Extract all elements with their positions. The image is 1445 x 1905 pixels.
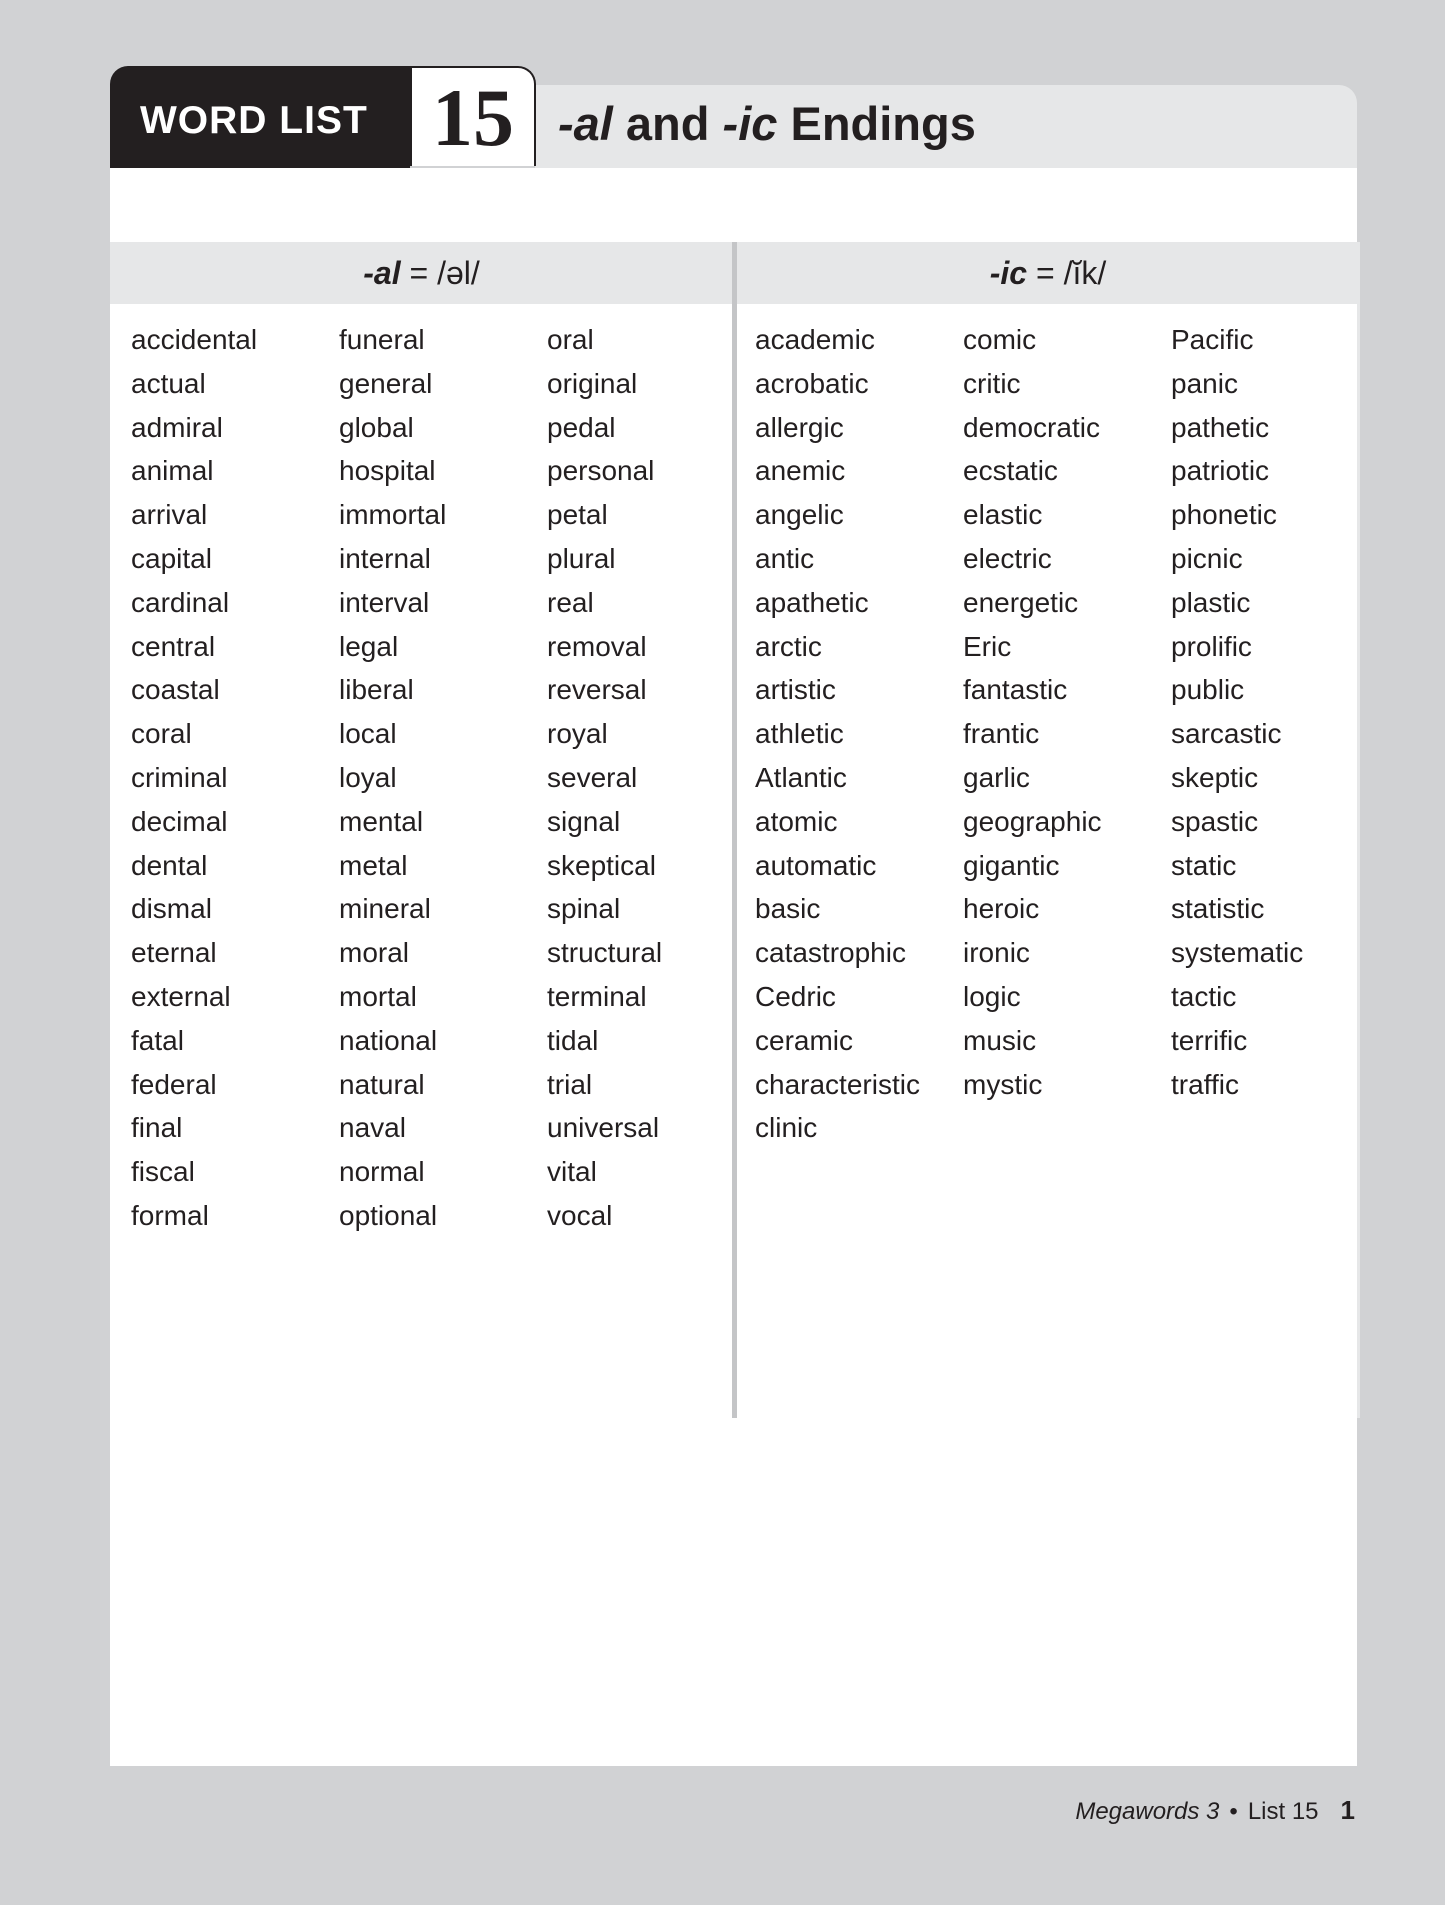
- word-list-item: picnic: [1171, 542, 1243, 574]
- word-list-item: artistic: [755, 674, 836, 706]
- ic-suffix: -ic: [989, 255, 1028, 291]
- word-list-item: democratic: [963, 411, 1100, 443]
- word-list-item: logic: [963, 980, 1021, 1012]
- word-list-item: elastic: [963, 499, 1043, 531]
- word-list-item: cardinal: [131, 586, 230, 618]
- word-list-item: removal: [547, 630, 647, 662]
- word-list-item: Eric: [963, 630, 1012, 662]
- word-list-item: global: [339, 411, 414, 443]
- word-list-item: final: [131, 1112, 183, 1144]
- word-list-item: apathetic: [755, 586, 869, 618]
- word-list-item: Cedric: [755, 980, 836, 1012]
- word-list-item: terrific: [1171, 1024, 1248, 1056]
- word-list-item: universal: [547, 1112, 660, 1144]
- word-list-item: spinal: [547, 893, 621, 925]
- word-list-item: angelic: [755, 499, 844, 531]
- word-list-item: phonetic: [1171, 499, 1277, 531]
- word-list-item: skeptical: [547, 849, 656, 881]
- word-list-item: internal: [339, 542, 431, 574]
- list-number: 15: [432, 72, 514, 163]
- word-list-item: mental: [339, 805, 424, 837]
- al-suffix: -al: [363, 255, 401, 291]
- word-list-item: fantastic: [963, 674, 1068, 706]
- footer-book-title: Megawords 3: [1075, 1798, 1220, 1825]
- word-list-item: central: [131, 630, 216, 662]
- word-list-item: natural: [339, 1068, 425, 1100]
- word-list-item: skeptic: [1171, 761, 1259, 793]
- al-words-column-3: [547, 318, 662, 1238]
- word-list-item: public: [1171, 674, 1245, 706]
- word-list-item: criminal: [131, 761, 228, 793]
- word-list-item: several: [547, 761, 638, 793]
- al-pronunciation: = /əl/: [400, 255, 480, 291]
- word-list-item: loyal: [339, 761, 397, 793]
- word-list-item: terminal: [547, 980, 647, 1012]
- word-list-item: oral: [547, 324, 594, 355]
- word-list-item: sarcastic: [1171, 718, 1282, 750]
- word-list-item: ceramic: [755, 1024, 854, 1056]
- word-list-item: animal: [131, 455, 214, 487]
- word-list-item: plastic: [1171, 586, 1251, 618]
- word-list-item: antic: [755, 542, 815, 574]
- word-list-item: mortal: [339, 980, 417, 1012]
- word-list-item: athletic: [755, 718, 844, 750]
- word-list-item: original: [547, 367, 638, 399]
- word-list-item: energetic: [963, 586, 1079, 618]
- word-list-item: automatic: [755, 849, 877, 881]
- title-and: and: [612, 97, 723, 150]
- word-list-item: characteristic: [755, 1068, 920, 1100]
- word-list-item: plural: [547, 542, 616, 574]
- word-list-item: dental: [131, 849, 208, 881]
- word-list-item: moral: [339, 937, 410, 969]
- word-list-item: tactic: [1171, 980, 1237, 1012]
- word-list-item: acrobatic: [755, 367, 869, 399]
- word-list-item: Atlantic: [755, 761, 847, 793]
- word-list-item: local: [339, 718, 397, 750]
- footer-separator: •: [1229, 1798, 1238, 1825]
- word-list-item: fatal: [131, 1024, 184, 1056]
- word-list-item: liberal: [339, 674, 414, 706]
- ic-words-column-3: [1171, 318, 1303, 1106]
- word-list-item: frantic: [963, 718, 1040, 750]
- word-list-item: academic: [755, 324, 875, 355]
- word-list-item: vital: [547, 1156, 597, 1188]
- word-list-item: eternal: [131, 937, 217, 969]
- word-list-item: hospital: [339, 455, 436, 487]
- word-list-item: interval: [339, 586, 430, 618]
- word-list-item: statistic: [1171, 893, 1265, 925]
- word-list-item: critic: [963, 367, 1021, 399]
- title-suffix-ic: -ic: [722, 97, 778, 150]
- word-list-item: atomic: [755, 805, 838, 837]
- word-list-item: ecstatic: [963, 455, 1058, 487]
- column-divider: [732, 242, 737, 1418]
- ic-pronunciation: = /ĭk/: [1027, 255, 1107, 291]
- ic-column-header: [737, 242, 1359, 304]
- word-list-item: pathetic: [1171, 411, 1270, 443]
- word-list-item: spastic: [1171, 805, 1259, 837]
- word-list-item: legal: [339, 630, 399, 662]
- word-list-item: mystic: [963, 1068, 1043, 1100]
- word-list-item: royal: [547, 718, 608, 750]
- word-list-item: traffic: [1171, 1068, 1239, 1100]
- al-words-column-2: [339, 318, 446, 1238]
- word-list-item: systematic: [1171, 937, 1304, 969]
- al-words-column-1: [131, 318, 257, 1238]
- title-suffix-al: -al: [558, 97, 613, 150]
- word-list-item: music: [963, 1024, 1037, 1056]
- word-list-item: geographic: [963, 805, 1102, 837]
- page-number: 1: [1340, 1795, 1355, 1825]
- word-list-item: naval: [339, 1112, 406, 1144]
- word-list-item: clinic: [755, 1112, 818, 1144]
- page-footer: [1075, 1792, 1355, 1830]
- word-list-item: admiral: [131, 411, 223, 443]
- word-list-item: actual: [131, 367, 206, 399]
- word-list-item: panic: [1171, 367, 1238, 399]
- page-title: [558, 94, 976, 154]
- word-list-item: capital: [131, 542, 212, 574]
- word-list-item: coral: [131, 718, 192, 750]
- word-list-item: electric: [963, 542, 1052, 574]
- word-list-item: arctic: [755, 630, 822, 662]
- word-list-item: signal: [547, 805, 621, 837]
- word-list-item: anemic: [755, 455, 846, 487]
- word-list-item: normal: [339, 1156, 425, 1188]
- word-list-item: garlic: [963, 761, 1030, 793]
- word-list-item: trial: [547, 1068, 593, 1100]
- word-list-item: Pacific: [1171, 324, 1254, 355]
- ic-words-column-1: [755, 318, 920, 1150]
- al-column-header: [110, 242, 733, 304]
- word-list-item: basic: [755, 893, 821, 925]
- word-list-item: personal: [547, 455, 655, 487]
- ic-words-column-2: [963, 318, 1102, 1106]
- word-list-item: petal: [547, 499, 608, 531]
- word-list-item: allergic: [755, 411, 844, 443]
- word-list-item: decimal: [131, 805, 228, 837]
- word-list-item: external: [131, 980, 231, 1012]
- word-list-item: funeral: [339, 324, 425, 355]
- word-list-item: tidal: [547, 1024, 599, 1056]
- word-list-item: optional: [339, 1199, 438, 1231]
- word-list-item: federal: [131, 1068, 217, 1100]
- title-endings: Endings: [777, 97, 976, 150]
- word-list-item: national: [339, 1024, 438, 1056]
- word-list-item: comic: [963, 324, 1037, 355]
- word-list-item: structural: [547, 937, 663, 969]
- word-list-item: reversal: [547, 674, 647, 706]
- word-list-item: fiscal: [131, 1156, 195, 1188]
- footer-list: List 15: [1247, 1798, 1319, 1825]
- word-list-item: static: [1171, 849, 1237, 881]
- word-list-item: coastal: [131, 674, 220, 706]
- word-list-item: immortal: [339, 499, 447, 531]
- word-list-label: WORD LIST: [140, 99, 368, 142]
- word-list-item: ironic: [963, 937, 1030, 969]
- word-list-item: metal: [339, 849, 408, 881]
- word-list-item: catastrophic: [755, 937, 906, 969]
- word-list-item: gigantic: [963, 849, 1060, 881]
- word-list-item: prolific: [1171, 630, 1252, 662]
- word-list-item: pedal: [547, 411, 616, 443]
- right-edge-rule: [1357, 242, 1360, 1418]
- word-list-item: real: [547, 586, 594, 618]
- word-list-item: general: [339, 367, 433, 399]
- word-list-item: dismal: [131, 893, 212, 925]
- word-list-item: heroic: [963, 893, 1040, 925]
- word-list-item: accidental: [131, 324, 258, 355]
- word-list-item: arrival: [131, 499, 208, 531]
- word-list-item: patriotic: [1171, 455, 1270, 487]
- word-list-item: mineral: [339, 893, 431, 925]
- word-list-item: vocal: [547, 1199, 613, 1231]
- word-list-item: formal: [131, 1199, 209, 1231]
